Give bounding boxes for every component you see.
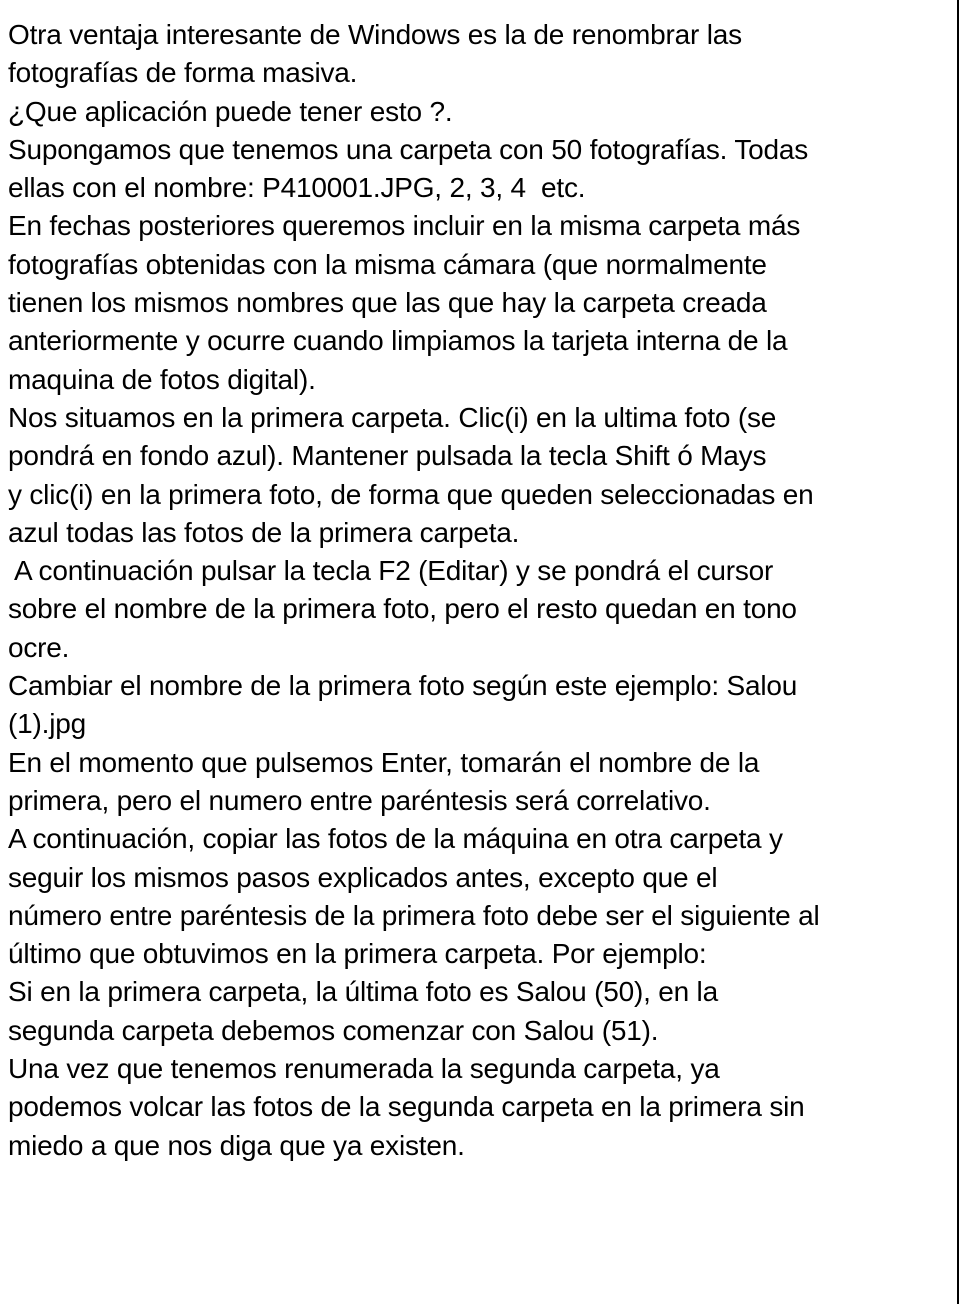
text-line: azul todas las fotos de la primera carpeta. [8,516,520,548]
document-text [8,16,953,1165]
text-line: Cambiar el nombre de la primera foto según este ejemplo: Salou [8,670,798,702]
text-line: fotografías de forma masiva. [8,57,358,89]
text-line: podemos volcar las fotos de la segunda carpeta en la primera sin [8,1091,805,1123]
text-line: Otra ventaja interesante de Windows es la de renombrar las [8,19,742,50]
text-line: pondrá en fondo azul). Mantener pulsada la tecla Shift ó Mays [8,440,767,472]
text-line: anteriormente y ocurre cuando limpiamos la tarjeta interna de la [8,325,788,357]
text-line: Nos situamos en la primera carpeta. Clic(i) en la ultima foto (se [8,401,777,433]
text-line: ¿Que aplicación puede tener esto ?. [8,95,453,127]
text-line: último que obtuvimos en la primera carpeta. Por ejemplo: [8,938,707,970]
text-line: Supongamos que tenemos una carpeta con 50 fotografías. Todas [8,133,809,165]
text-line: maquina de fotos digital). [8,363,316,395]
text-line: segunda carpeta debemos comenzar con Salou (51). [8,1014,659,1046]
text-line: seguir los mismos pasos explicados antes, excepto que el [8,861,718,893]
text-line: fotografías obtenidas con la misma cámara (que normalmente [8,248,767,280]
text-line: primera, pero el numero entre paréntesis será correlativo. [8,784,711,816]
text-line: A continuación pulsar la tecla F2 (Editar) y se pondrá el cursor [8,555,774,587]
text-line: tienen los mismos nombres que las que hay la carpeta creada [8,287,767,319]
text-line: y clic(i) en la primera foto, de forma que queden seleccionadas en [8,478,814,510]
text-line: A continuación, copiar las fotos de la máquina en otra carpeta y [8,823,783,855]
text-line: ocre. [8,631,70,663]
text-line: sobre el nombre de la primera foto, pero el resto quedan en tono [8,593,797,625]
text-line: En el momento que pulsemos Enter, tomarán el nombre de la [8,746,760,778]
text-line: ellas con el nombre: P410001.JPG, 2, 3, 4 etc. [8,172,586,204]
page-right-border [957,0,959,1304]
text-line: En fechas posteriores queremos incluir en la misma carpeta más [8,210,801,242]
text-line: Una vez que tenemos renumerada la segunda carpeta, ya [8,1053,720,1085]
text-line: (1).jpg [8,708,86,740]
text-line: Si en la primera carpeta, la última foto es Salou (50), en la [8,976,718,1008]
text-line: número entre paréntesis de la primera foto debe ser el siguiente al [8,899,820,931]
text-line: miedo a que nos diga que ya existen. [8,1129,465,1161]
